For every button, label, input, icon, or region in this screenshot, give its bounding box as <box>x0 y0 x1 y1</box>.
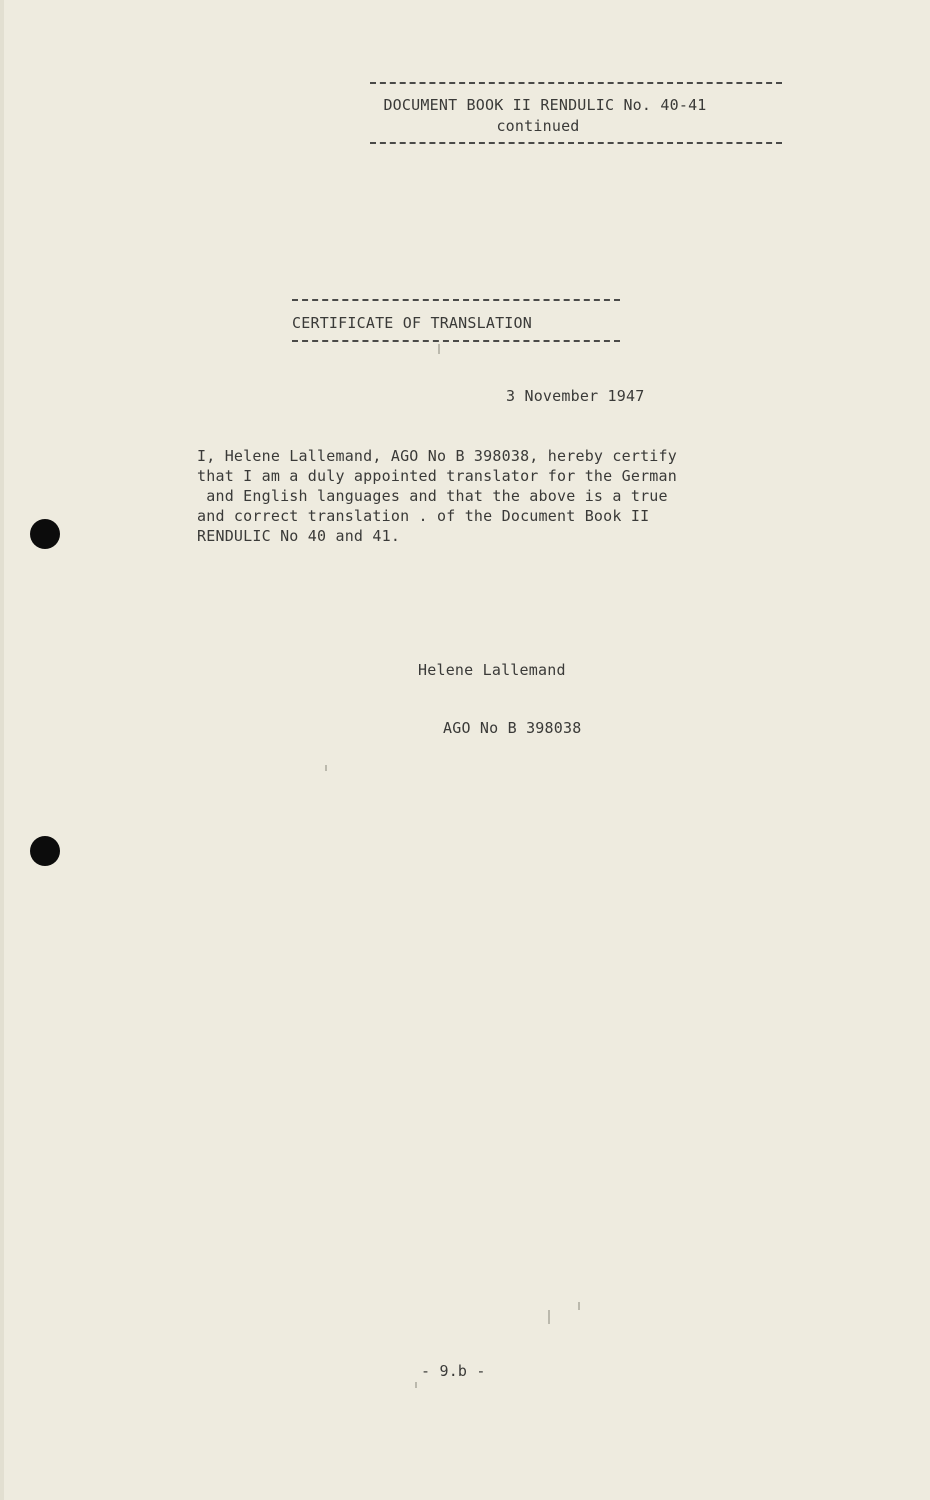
paper-speck <box>415 1382 417 1388</box>
certificate-title-bottom-rule <box>292 340 620 342</box>
body-line: and English languages and that the above is a true <box>197 487 668 505</box>
certificate-body <box>197 446 677 546</box>
certificate-date: 3 November 1947 <box>506 387 645 405</box>
body-line: I, Helene Lallemand, AGO No B 398038, hereby certify <box>197 447 677 465</box>
paper-speck <box>438 344 440 354</box>
punch-hole-lower <box>30 836 60 866</box>
signature-name: Helene Lallemand <box>418 661 566 679</box>
header-bottom-rule <box>370 142 782 144</box>
body-line: and correct translation . of the Document Book II <box>197 507 650 525</box>
header-top-rule <box>370 82 782 84</box>
header-title: DOCUMENT BOOK II RENDULIC No. 40-41 <box>383 96 707 114</box>
page-number: - 9.b - <box>421 1362 486 1380</box>
paper-speck <box>548 1310 550 1324</box>
signature-id: AGO No B 398038 <box>443 719 582 737</box>
header-subtitle: continued <box>496 117 580 135</box>
certificate-title: CERTIFICATE OF TRANSLATION <box>292 314 532 332</box>
certificate-title-top-rule <box>292 299 620 301</box>
paper-speck <box>578 1302 580 1310</box>
body-line: that I am a duly appointed translator for the German <box>197 467 677 485</box>
paper-speck <box>325 765 327 771</box>
punch-hole-upper <box>30 519 60 549</box>
body-line: RENDULIC No 40 and 41. <box>197 527 401 545</box>
